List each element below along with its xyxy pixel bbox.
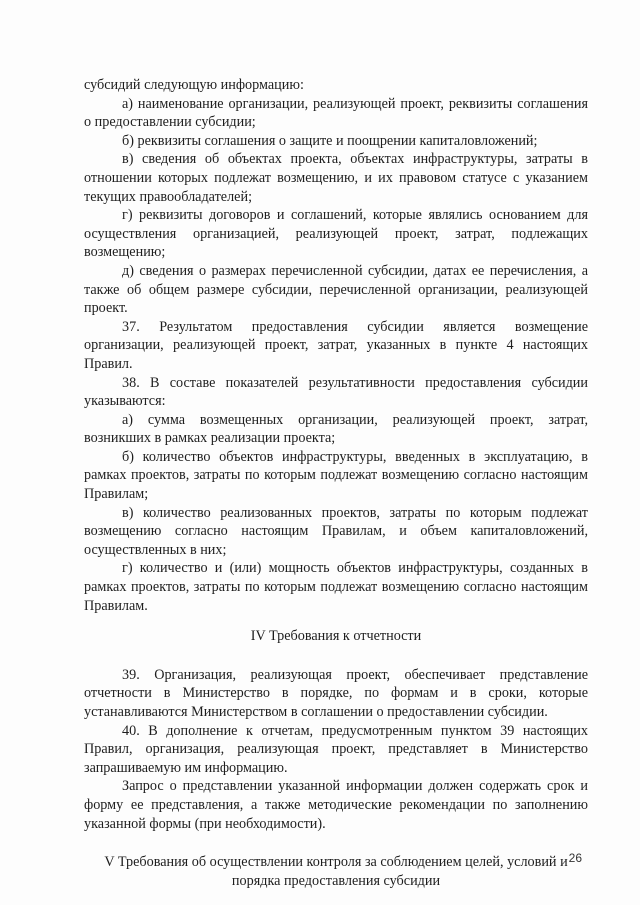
- paragraph: б) количество объектов инфраструктуры, введенных в эксплуатацию, в рамках проектов, затраты по которым подлежат возмещению согласно настоящим Правилам;: [84, 448, 588, 503]
- paragraph: г) реквизиты договоров и соглашений, которые являлись основанием для осуществления организацией, реализующей проект, затрат, подлежащих возмещению;: [84, 207, 588, 261]
- paragraph: 37. Результатом предоставления субсидии является возмещение организации, реализующей проект, затрат, указанных в пункте 4 настоящих Правил.: [84, 318, 588, 372]
- paragraph: 38. В составе показателей результативности предоставления субсидии указываются:: [84, 374, 588, 410]
- section-iv-heading: IV Требования к отчетности: [250, 628, 422, 645]
- paragraph: г) количество и (или) мощность объектов инфраструктуры, созданных в рамках проектов, затраты по которым подлежат возмещению согласно настоящим Правилам.: [84, 560, 588, 614]
- paragraph: 39. Организация, реализующая проект, обеспечивает представление отчетности в Министерство в порядке, по формам и в сроки, которые устанавливаются Министерством в соглашении о предоставлении субсидии.: [84, 666, 588, 720]
- paragraph: а) сумма возмещенных организации, реализующей проект, затрат, возникших в рамках реализации проекта;: [84, 411, 588, 447]
- paragraph: б) реквизиты соглашения о защите и поощрении капиталовложений;: [122, 132, 538, 149]
- paragraph: субсидий следующую информацию:: [84, 77, 304, 93]
- paragraph: в) количество реализованных проектов, затраты по которым подлежат возмещению согласно настоящим Правилам, и объем капиталовложений, осуществленных в них;: [84, 504, 588, 558]
- section-v-heading-line2: порядка предоставления субсидии: [231, 872, 441, 889]
- paragraph: 40. В дополнение к отчетам, предусмотренным пунктом 39 настоящих Правил, организация, реализующая проект, представляет в Министерство запрашиваемую им информацию.: [84, 722, 588, 776]
- page-number: 26: [568, 851, 582, 865]
- paragraph: Запрос о представлении указанной информации должен содержать срок и форму ее представления, а также методические рекомендации по заполнению указанной формы (при необходимости).: [84, 778, 588, 832]
- section-v-heading-line1: V Требования об осуществлении контроля за соблюдением целей, условий и: [104, 854, 568, 871]
- document-body: [84, 76, 588, 890]
- paragraph: а) наименование организации, реализующей проект, реквизиты соглашения о предоставлении субсидии;: [84, 95, 588, 131]
- paragraph: в) сведения об объектах проекта, объектах инфраструктуры, затраты в отношении которых подлежат возмещению, и их правовом статусе с указанием текущих правообладателей;: [84, 151, 588, 205]
- paragraph: д) сведения о размерах перечисленной субсидии, датах ее перечисления, а также об общем размере субсидии, перечисленной организации, реализующей проект.: [84, 262, 588, 317]
